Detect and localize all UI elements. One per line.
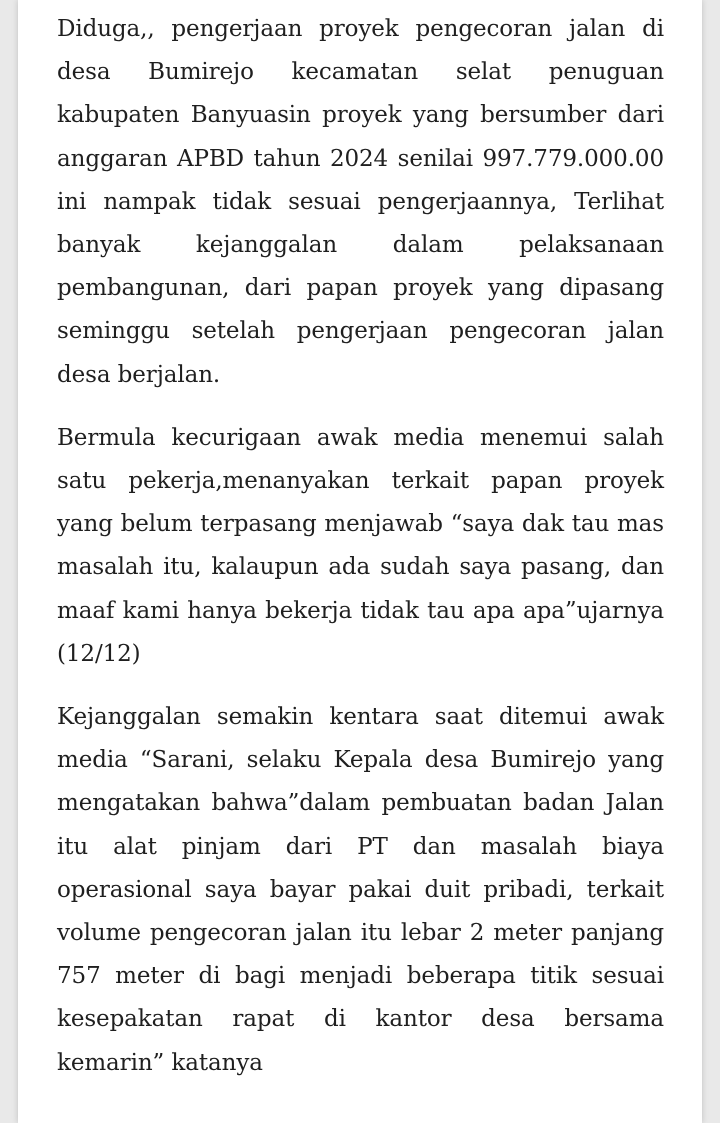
paragraph-worker-statement: Bermula kecurigaan awak media menemui salah satu pekerja,menanyakan terkait papan proyek yang belum terpasang menjawab “saya dak tau mas masalah itu, kalaupun ada sudah saya pasang, dan maaf kami hanya bekerja tidak tau apa apa”ujarnya (12/12) [57,424,664,667]
paragraph-village-head-statement: Kejanggalan semakin kentara saat ditemui awak media “Sarani, selaku Kepala desa Bumirejo yang mengatakan bahwa”dalam pembuatan badan Jalan itu alat pinjam dari PT dan masalah biaya operasional saya bayar pakai duit pribadi, terkait volume pengecoran jalan itu lebar 2 meter panjang 757 meter di bagi menjadi beberapa titik sesuai kesepakatan rapat di kantor desa bersama kemarin” katanya [57,704,664,1076]
paragraph-intro: Diduga,, pengerjaan proyek pengecoran jalan di desa Bumirejo kecamatan selat penuguan kabupaten Banyuasin proyek yang bersumber dari anggaran APBD tahun 2024 senilai 997.779.000.00 ini nampak tidak sesuai pengerjaannya, Terlihat banyak kejanggalan dalam pelaksanaan pembangunan, dari papan proyek yang dipasang seminggu setelah pengerjaan pengecoran jalan desa berjalan. [57,16,664,388]
document-page [18,0,702,1123]
article-body [57,8,664,1105]
